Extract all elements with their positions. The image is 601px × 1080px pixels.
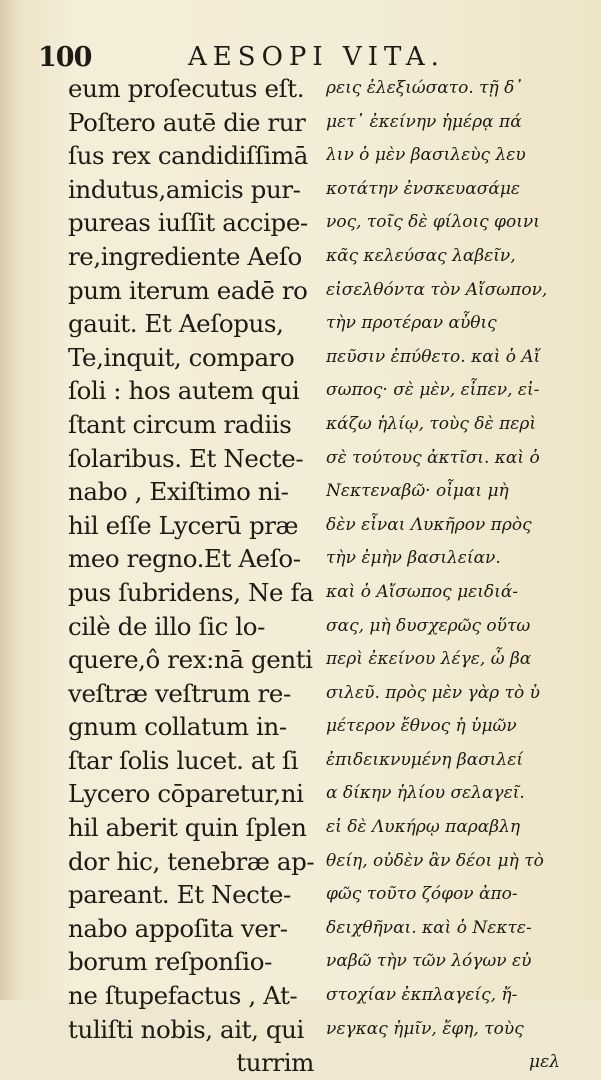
greek-text-line: πεῦσιν ἐπύθετο. καὶ ὁ Αἴ	[326, 346, 541, 367]
greek-text-line: ἐπιδεικνυμένη βασιλεί	[326, 749, 524, 770]
latin-text-line: ſtar ſolis lucet. at ſi	[68, 745, 299, 775]
latin-text-line: nabo appoſita ver-	[68, 913, 288, 943]
latin-text-line: re,ingrediente Aeſo	[68, 241, 302, 271]
greek-text-line: α δίκην ἡλίου σελαγεῖ.	[326, 783, 525, 804]
greek-text-line: λιν ὁ μὲν βασιλεὺς λευ	[326, 145, 526, 166]
greek-text-line: δὲν εἶναι Λυκῆρον πρὸς	[326, 514, 532, 535]
latin-text-column	[68, 72, 320, 1080]
latin-text-line: ſtant circum radiis	[68, 409, 292, 439]
greek-text-line: περὶ ἐκείνου λέγε, ὦ βα	[326, 649, 532, 670]
latin-text-line: hil aberit quin ſplen	[68, 813, 307, 843]
greek-text-line: θείη, οὐδὲν ἂν δέοι μὴ τὸ	[326, 850, 544, 871]
page-header	[38, 34, 578, 74]
greek-text-line: νεγκας ἡμῖν, ἔφη, τοὺς	[326, 1018, 524, 1039]
latin-text-line: ne ſtupefactus , At-	[68, 981, 298, 1011]
greek-text-line: δειχθῆναι. καὶ ὁ Νεκτε-	[326, 917, 532, 938]
latin-text-line: Lycero cōparetur,ni	[68, 779, 304, 809]
greek-text-line: κάζω ἡλίῳ, τοὺς δὲ περὶ	[326, 413, 537, 434]
latin-text-line: gauit. Et Aeſopus,	[68, 309, 284, 339]
running-title: AESOPI VITA.	[188, 42, 445, 72]
greek-text-line: καὶ ὁ Αἴσωπος μειδιά-	[326, 581, 519, 602]
greek-text-line: ναβῶ τὴν τῶν λόγων εὐ	[326, 951, 532, 972]
latin-text-line: ſoli : hos autem qui	[68, 376, 300, 406]
latin-text-line: cilè de illo ſic lo-	[68, 611, 265, 641]
latin-text-line: Poſtero autē die rur	[68, 107, 306, 137]
greek-text-line: μετ᾽ ἐκείνην ἡμέρᾳ πά	[326, 111, 522, 132]
latin-text-line: dor hic, tenebræ ap-	[68, 846, 315, 876]
latin-text-line: indutus,amicis pur-	[68, 174, 301, 204]
latin-text-line: Te,inquit, comparo	[68, 342, 295, 372]
greek-text-line: τὴν προτέραν αὖθις	[326, 313, 497, 334]
latin-text-line: nabo , Exiſtimo ni-	[68, 477, 289, 507]
latin-text-line: pum iterum eadē ro	[68, 275, 308, 305]
greek-text-line: εἰ δὲ Λυκήρῳ παραβλη	[326, 817, 521, 838]
latin-text-line: borum reſponſio-	[68, 947, 272, 977]
greek-text-column	[326, 72, 574, 1080]
latin-text-line: pus ſubridens, Ne fa	[68, 577, 314, 607]
latin-text-line: tuliſti nobis, ait, qui	[68, 1014, 304, 1044]
latin-text-line: turrim	[236, 1048, 314, 1078]
latin-text-line: quere,ô rex:nā genti	[68, 645, 313, 675]
page-number: 100	[38, 42, 92, 73]
latin-text-line: veſtræ veſtrum re-	[68, 678, 291, 708]
greek-text-line: φῶς τοῦτο ζόφον ἀπο-	[326, 884, 518, 905]
greek-text-line: μελ	[529, 1052, 560, 1073]
greek-text-line: σωπος· σὲ μὲν, εἶπεν, εἰ-	[326, 380, 540, 401]
greek-text-line: κᾶς κελεύσας λαβεῖν,	[326, 245, 516, 266]
latin-text-line: ſus rex candidiſſimā	[68, 141, 308, 171]
greek-text-line: ρεις ἐλεξιώσατο. τῇ δ᾽	[326, 78, 523, 98]
latin-text-line: eum proſecutus eſt.	[68, 74, 305, 103]
latin-text-line: pureas iuſſit accipe-	[68, 208, 308, 238]
latin-text-line: gnum collatum in-	[68, 712, 287, 742]
greek-text-line: κοτάτην ἐνσκευασάμε	[326, 178, 520, 199]
greek-text-line: τὴν ἐμὴν βασιλείαν.	[326, 548, 501, 569]
latin-text-line: hil eſſe Lycerū præ	[68, 510, 299, 540]
latin-text-line: pareant. Et Necte-	[68, 880, 291, 910]
greek-text-line: σας, μὴ δυσχερῶς οὕτω	[326, 615, 531, 636]
latin-text-line: ſolaribus. Et Necte-	[68, 443, 304, 473]
page-gutter-shadow	[0, 0, 20, 1000]
greek-text-line: εἰσελθόντα τὸν Αἴσωπον,	[326, 279, 548, 300]
latin-text-line: meo regno.Et Aeſo-	[68, 544, 301, 574]
greek-text-line: μέτερον ἔθνος ἡ ὑμῶν	[326, 716, 517, 737]
greek-text-line: σιλεῦ. πρὸς μὲν γὰρ τὸ ὑ	[326, 682, 540, 703]
greek-text-line: σὲ τούτους ἀκτῖσι. καὶ ὁ	[326, 447, 540, 468]
greek-text-line: στοχίαν ἐκπλαγείς, ἤ-	[326, 985, 518, 1006]
greek-text-line: Νεκτεναβῶ· οἶμαι μὴ	[326, 481, 509, 502]
greek-text-line: νος, τοῖς δὲ φίλοις φοινι	[326, 212, 540, 233]
